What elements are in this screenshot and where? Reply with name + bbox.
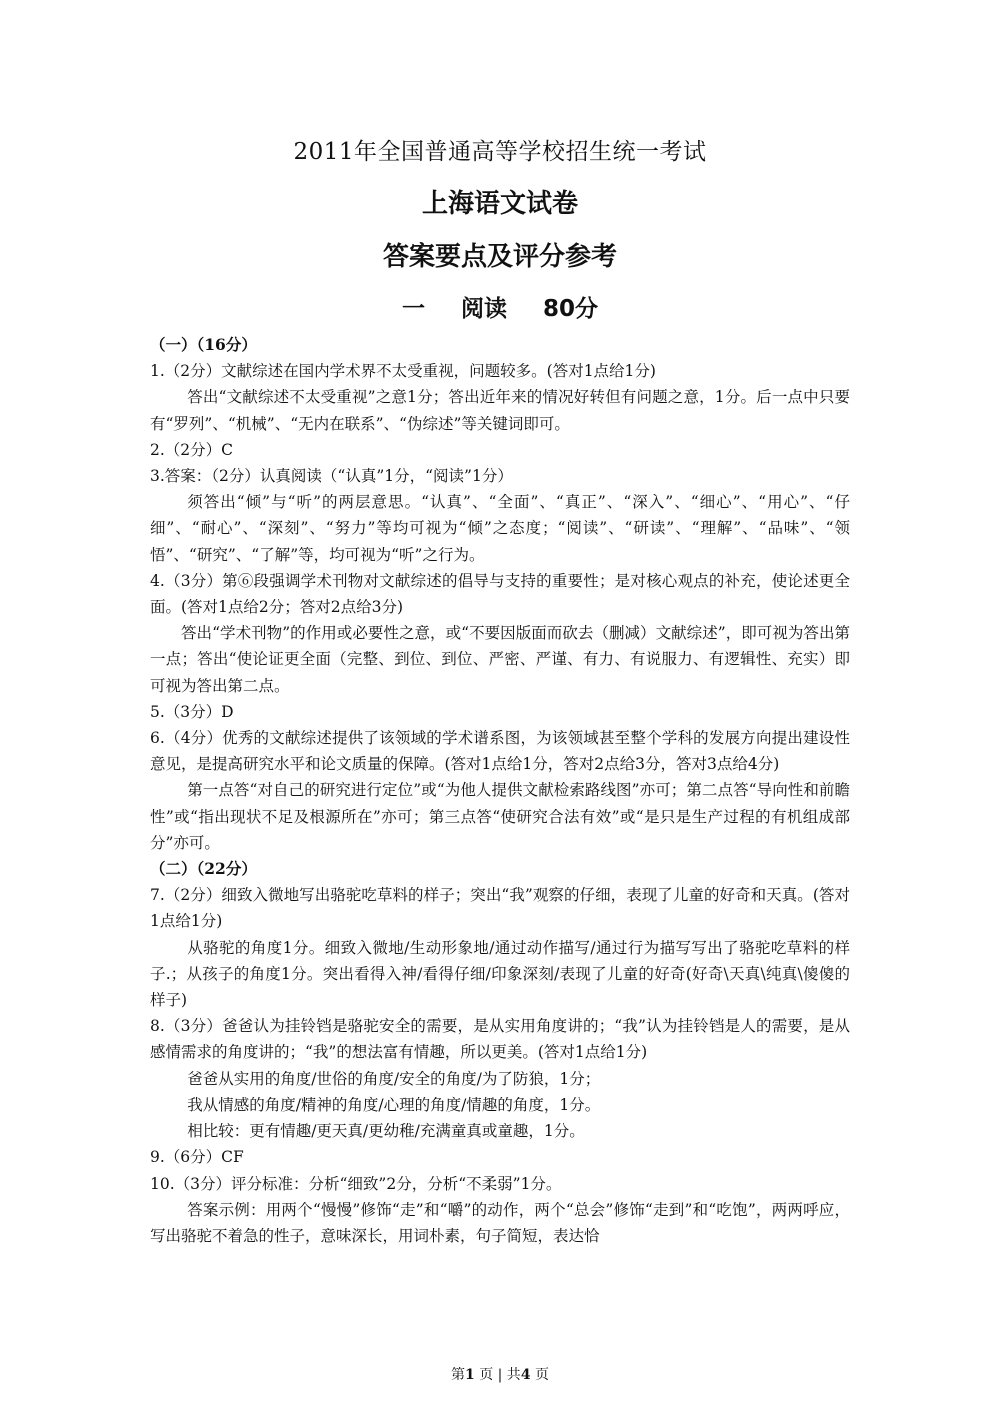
answer-item: 3.答案：（2分）认真阅读（“认真”1分，“阅读”1分）: [150, 467, 513, 486]
answer-item: 10.（3分）评分标准：分析“细致”2分，分析“不柔弱”1分。: [150, 1174, 562, 1193]
section-heading: （二）（22分）: [150, 859, 257, 879]
answer-item: 9.（6分）CF: [150, 1148, 244, 1167]
scoring-note: 答出“文献综述不太受重视”之意1分；答出近年来的情况好转但有问题之意，1分。后一点中只要有“罗列”、“机械”、“无内在联系”、“伪综述”等关键词即可。: [150, 388, 850, 433]
footer-prefix: 第: [450, 1367, 465, 1383]
footer-suffix: 页: [535, 1367, 550, 1383]
scoring-note: 答出“学术刊物”的作用或必要性之意，或“不要因版面而砍去（删减）文献综述”，即可视为答出第一点；答出“使论证更全面（完整、到位、到位、严密、严谨、有力、有说服力、有逻辑性、充实）即可视为答出第二点。: [150, 624, 850, 695]
part-heading: [0, 290, 1000, 323]
answer-item: 2.（2分）C: [150, 440, 234, 459]
scoring-note: 第一点答“对自己的研究进行定位”或“为他人提供文献检索路线图”亦可；第二点答“导向性和前瞻性”或“指出现状不足及根源所在”亦可；第三点答“使研究合法有效”或“是只是生产过程的有机组成部分”亦可。: [150, 781, 850, 852]
paper-title: 上海语文试卷: [421, 189, 578, 219]
answer-item: 8.（3分）爸爸认为挂铃铛是骆驼安全的需要，是从实用角度讲的；“我”认为挂铃铛是人的需要，是从感情需求的角度讲的；“我”的想法富有情趣，所以更美。(答对1点给1分): [150, 1017, 850, 1062]
page-number: 1: [464, 1367, 475, 1383]
scoring-note: 相比较：更有情趣/更天真/更幼稚/充满童真或童趣，1分。: [187, 1122, 585, 1141]
exam-title: 2011年全国普通高等学校招生统一考试: [293, 139, 707, 165]
scoring-note: 须答出“倾”与“听”的两层意思。“认真”、“全面”、“真正”、“深入”、“细心”、“用心”、“仔细”、“耐心”、“深刻”、“努力”等均可视为“倾”之态度；“阅读”、“研读”、“理解”、“品味”、“领悟”、“研究”、“了解”等，均可视为“听”之行为。: [150, 493, 850, 564]
scoring-note: 我从情感的角度/精神的角度/心理的角度/情趣的角度，1分。: [187, 1095, 601, 1114]
answer-item: 7.（2分）细致入微地写出骆驼吃草料的样子；突出“我”观察的仔细，表现了儿童的好奇和天真。(答对1点给1分): [150, 886, 850, 931]
part-score: 80分: [542, 296, 598, 322]
scoring-note: 答案示例：用两个“慢慢”修饰“走”和“嚼”的动作，两个“总会”修饰“走到”和“吃饱”，两两呼应，写出骆驼不着急的性子，意味深长，用词朴素，句子简短，表达恰: [150, 1200, 850, 1245]
part-name: 阅读: [460, 296, 507, 322]
footer-separator: 页 | 共: [479, 1367, 521, 1383]
answer-body: [150, 332, 850, 1249]
section-heading: （一）（16分）: [150, 335, 257, 354]
page-total: 4: [520, 1367, 531, 1383]
part-number: 一: [401, 296, 425, 322]
answer-subtitle: 答案要点及评分参考: [382, 242, 617, 272]
answer-item: 4.（3分）第⑥段强调学术刊物对文献综述的倡导与支持的重要性；是对核心观点的补充，使论述更全面。(答对1点给2分；答对2点给3分): [150, 571, 850, 617]
answer-item: 5.（3分）D: [150, 702, 234, 721]
answer-item: 6.（4分）优秀的文献综述提供了该领域的学术谱系图，为该领域甚至整个学科的发展方向提出建设性意见，是提高研究水平和论文质量的保障。(答对1点给1分，答对2点给3分，答对3点给4分): [150, 729, 850, 774]
page-footer: [0, 1364, 1000, 1384]
scoring-note: 从骆驼的角度1分。细致入微地/生动形象地/通过动作描写/通过行为描写写出了骆驼吃草料的样子.；从孩子的角度1分。突出看得入神/看得仔细/印象深刻/表现了儿童的好奇(好奇\天真\纯真\傻傻的样子): [150, 938, 850, 1010]
answer-item: 1.（2分）文献综述在国内学术界不太受重视，问题较多。(答对1点给1分): [150, 362, 656, 381]
scoring-note: 爸爸从实用的角度/世俗的角度/安全的角度/为了防狼，1分；: [187, 1069, 601, 1088]
